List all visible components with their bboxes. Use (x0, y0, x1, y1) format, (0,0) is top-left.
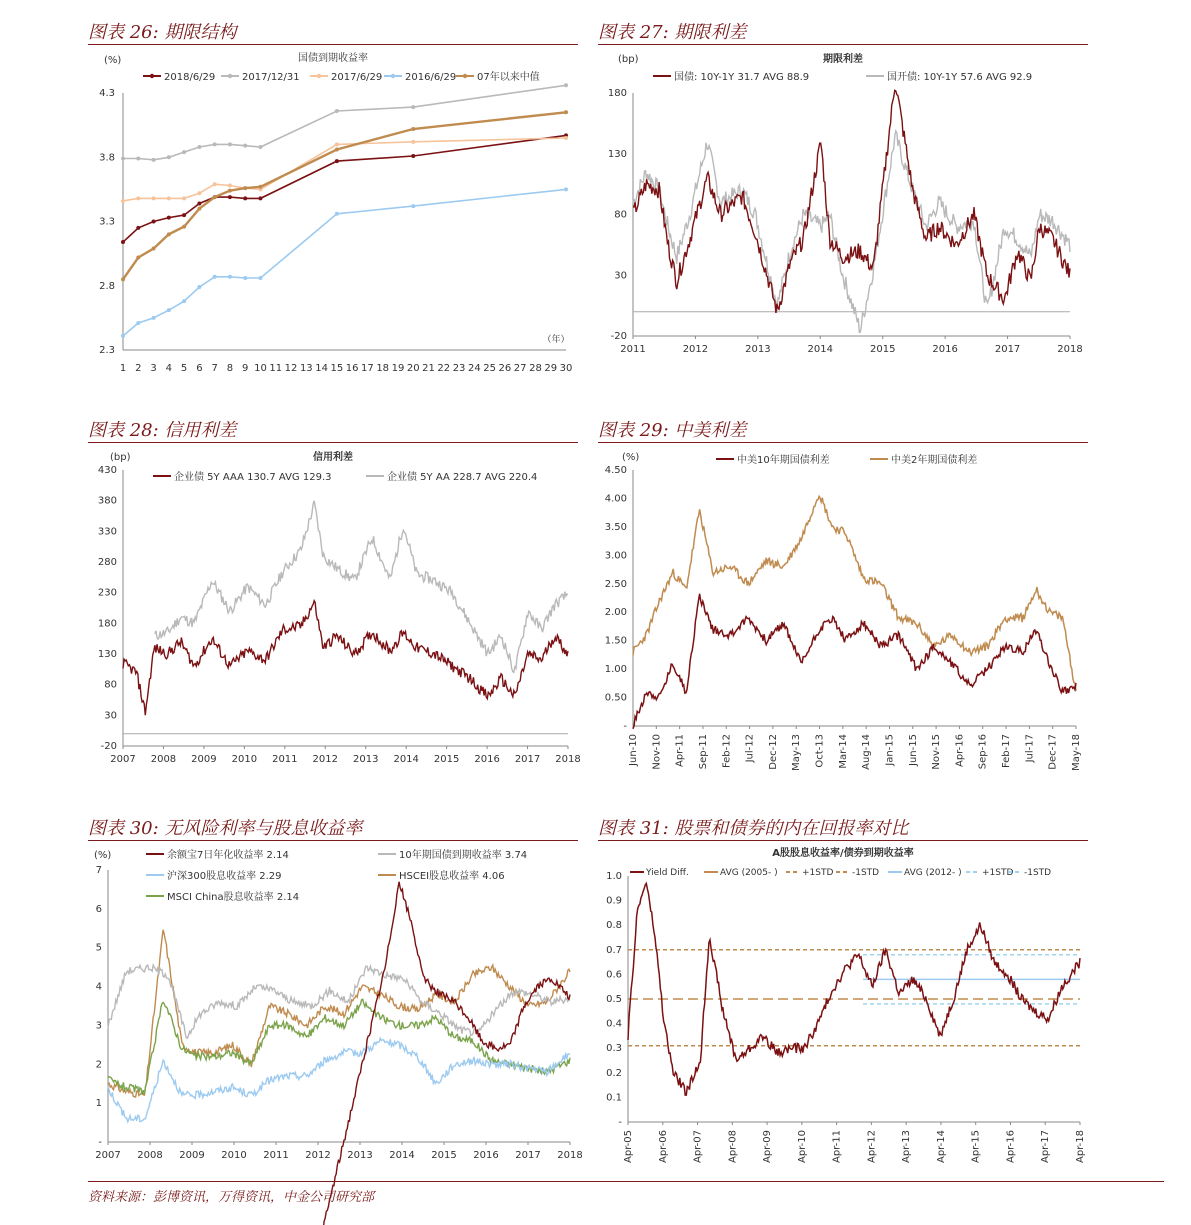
legend-label: AVG (2005- ) (720, 868, 778, 878)
x-tick-label: 2014 (393, 754, 419, 765)
legend-marker (317, 74, 321, 78)
x-tick-label: 2012 (682, 344, 709, 355)
data-point (152, 196, 156, 200)
chart-title: A股股息收益率/债券到期收益率 (772, 848, 914, 859)
x-tick-label: 2007 (95, 1150, 121, 1161)
x-tick-label: 2011 (272, 754, 298, 765)
y-tick-label: 4.3 (99, 88, 115, 99)
x-tick-label: Feb-17 (1001, 734, 1013, 769)
x-tick-label: Jun-15 (907, 734, 919, 766)
data-point (167, 196, 171, 200)
y-tick-label: 4 (95, 981, 102, 993)
x-tick-label: 24 (467, 363, 481, 374)
footer-rule (88, 1181, 1164, 1182)
y-tick-label: -20 (100, 741, 117, 752)
legend-label: 2017/12/31 (242, 72, 300, 83)
chart-riskfree-dividend (88, 844, 583, 1180)
y-tick-label: 2 (95, 1059, 102, 1071)
x-tick-label: 30 (559, 363, 573, 374)
legend-label: 国债: 10Y-1Y 31.7 AVG 88.9 (674, 72, 810, 83)
x-tick-label: 2013 (347, 1150, 373, 1161)
y-tick-label: -20 (610, 331, 627, 342)
data-point (228, 142, 232, 146)
data-point (411, 204, 415, 208)
y-tick-label: 0.3 (606, 1043, 622, 1055)
x-tick-label: 2016 (932, 344, 958, 355)
data-point (182, 225, 186, 229)
x-tick-label: Apr-17 (1040, 1130, 1052, 1163)
series-line (108, 930, 570, 1097)
x-tick-label: 2017 (514, 754, 541, 765)
data-point (136, 321, 140, 325)
y-tick-label: 2.00 (604, 607, 627, 619)
data-point (335, 159, 339, 163)
x-tick-label: Feb-12 (721, 734, 733, 769)
x-tick-label: 18 (376, 363, 390, 374)
series-line (633, 131, 1070, 333)
x-tick-label: 2007 (110, 754, 136, 765)
y-tick-label: 330 (97, 526, 117, 538)
series-line (628, 883, 1080, 1095)
data-point (335, 212, 339, 216)
x-tick-label: May-13 (791, 734, 803, 771)
y-tick-label: 0.1 (606, 1092, 622, 1104)
data-point (411, 154, 415, 158)
x-axis-unit: （年） (542, 335, 570, 345)
title-rule (88, 442, 578, 443)
data-point (121, 277, 125, 281)
x-tick-label: 2017 (515, 1150, 541, 1161)
data-point (152, 316, 156, 320)
legend-label: MSCI China股息收益率 2.14 (167, 892, 300, 903)
y-tick-label: 1 (95, 1098, 102, 1110)
legend-marker (228, 74, 232, 78)
y-axis-unit: (%) (622, 452, 640, 463)
data-point (167, 216, 171, 220)
x-tick-label: 6 (196, 363, 203, 374)
x-tick-label: 5 (180, 363, 188, 374)
y-axis-unit: (%) (94, 850, 112, 861)
y-tick-label: 0.8 (606, 920, 622, 932)
x-tick-label: Apr-13 (901, 1130, 913, 1163)
x-tick-label: Apr-18 (1075, 1130, 1086, 1163)
y-tick-label: 430 (97, 465, 117, 476)
x-tick-label: 2010 (231, 754, 258, 765)
x-tick-label: Apr-16 (1005, 1130, 1017, 1163)
title-rule (598, 442, 1088, 443)
data-point (121, 334, 125, 338)
x-tick-label: 2014 (807, 344, 834, 355)
legend-label: +1STD (982, 868, 1014, 878)
data-point (121, 157, 125, 161)
y-axis-unit: (%) (104, 55, 122, 66)
data-point (121, 240, 125, 244)
y-tick-label: 4.00 (604, 493, 627, 505)
title-rule (598, 840, 1088, 841)
series-line (123, 601, 568, 716)
y-tick-label: 180 (97, 618, 117, 630)
y-tick-label: - (618, 1117, 622, 1128)
x-tick-label: 12 (284, 363, 298, 374)
y-tick-label: - (98, 1137, 102, 1148)
y-tick-label: 4.50 (604, 465, 627, 476)
data-point (243, 276, 247, 280)
x-tick-label: 2013 (745, 344, 771, 355)
legend-label: 中美2年期国债利差 (891, 455, 978, 466)
x-tick-label: 2008 (137, 1150, 163, 1161)
y-tick-label: 3.00 (604, 550, 627, 562)
x-tick-label: 20 (406, 363, 420, 374)
panel-title: 图表 26: 期限结构 (88, 22, 237, 43)
title-rule (88, 840, 578, 841)
x-tick-label: 22 (437, 363, 451, 374)
data-point (152, 220, 156, 224)
legend-label: 2016/6/29 (405, 72, 457, 83)
x-tick-label: 19 (391, 363, 405, 374)
x-tick-label: Apr-15 (970, 1130, 982, 1163)
x-tick-label: Mar-14 (837, 734, 849, 769)
x-tick-label: Sep-16 (977, 734, 989, 770)
x-tick-label: 2017 (994, 344, 1021, 355)
data-point (258, 196, 262, 200)
data-point (136, 196, 140, 200)
y-tick-label: 3.3 (99, 216, 115, 228)
legend-label: 沪深300股息收益率 2.29 (167, 871, 282, 882)
data-point (411, 105, 415, 109)
chart-credit-spread (88, 446, 581, 796)
legend-label: 2017/6/29 (331, 72, 383, 83)
y-tick-label: 0.50 (604, 692, 627, 704)
data-point (136, 157, 140, 161)
series-line (108, 1038, 570, 1122)
x-tick-label: 2012 (305, 1150, 331, 1161)
data-point (182, 299, 186, 303)
data-point (335, 109, 339, 113)
data-point (121, 199, 125, 203)
legend-marker (391, 74, 395, 78)
panel-26 (88, 18, 578, 398)
x-tick-label: 17 (361, 363, 374, 374)
chart-term-structure (88, 48, 578, 398)
data-point (564, 83, 568, 87)
x-tick-label: Apr-11 (831, 1130, 843, 1163)
y-tick-label: 5 (95, 942, 102, 954)
y-tick-label: 2.8 (99, 280, 115, 292)
x-tick-label: 7 (211, 363, 218, 374)
legend-label: Yield Diff. (646, 868, 689, 878)
legend-label: 企业债 5Y AAA 130.7 AVG 129.3 (174, 472, 332, 483)
panel-title: 图表 29: 中美利差 (598, 420, 747, 441)
x-tick-label: Jul-17 (1024, 734, 1036, 763)
panel-title: 图表 31: 股票和债券的内在回报率对比 (598, 818, 909, 839)
data-point (197, 202, 201, 206)
x-tick-label: May-18 (1071, 734, 1082, 771)
y-tick-label: 30 (614, 270, 627, 282)
data-point (197, 207, 201, 211)
data-point (167, 232, 171, 236)
x-tick-label: 3 (150, 363, 157, 374)
x-tick-label: Apr-09 (762, 1130, 774, 1163)
data-point (258, 145, 262, 149)
x-tick-label: 2009 (179, 1150, 205, 1161)
x-tick-label: Apr-14 (935, 1130, 947, 1163)
series-line (123, 135, 566, 242)
y-tick-label: 230 (97, 587, 117, 599)
legend-label: -1STD (852, 868, 880, 878)
x-tick-label: 29 (544, 363, 558, 374)
data-point (243, 186, 247, 190)
x-tick-label: 26 (498, 363, 512, 374)
data-point (243, 144, 247, 148)
y-tick-label: 1.0 (606, 871, 622, 882)
x-tick-label: 15 (330, 363, 344, 374)
y-tick-label: 7 (95, 865, 102, 876)
data-point (182, 196, 186, 200)
x-tick-label: 2011 (620, 344, 646, 355)
y-tick-label: 1.50 (604, 635, 627, 647)
data-point (411, 127, 415, 131)
y-tick-label: 380 (97, 495, 117, 507)
data-point (167, 308, 171, 312)
series-line (633, 594, 1076, 729)
x-tick-label: 13 (299, 363, 313, 374)
panel-30 (88, 814, 583, 1174)
data-point (213, 195, 217, 199)
legend-marker (463, 74, 467, 78)
data-point (228, 189, 232, 193)
x-tick-label: Jun-10 (628, 734, 639, 766)
legend-label: 2018/6/29 (164, 72, 216, 83)
data-point (213, 142, 217, 146)
data-point (564, 110, 568, 114)
y-tick-label: 0.5 (606, 994, 622, 1005)
data-point (564, 136, 568, 140)
y-tick-label: 0.6 (606, 969, 622, 981)
x-tick-label: 28 (529, 363, 542, 374)
y-tick-label: 80 (104, 679, 117, 691)
y-tick-label: 0.7 (606, 944, 622, 956)
data-point (213, 182, 217, 186)
y-tick-label: - (623, 721, 627, 732)
x-tick-label: 2014 (389, 1150, 415, 1161)
legend-label: -1STD (1024, 868, 1052, 878)
x-tick-label: Dec-17 (1047, 734, 1059, 770)
source-footer: 资料来源：彭博资讯，万得资讯，中金公司研究部 (88, 1190, 375, 1205)
x-tick-label: 2 (135, 363, 142, 374)
data-point (136, 226, 140, 230)
x-tick-label: 14 (315, 363, 328, 374)
y-tick-label: 80 (614, 209, 627, 221)
title-rule (598, 44, 1088, 45)
data-point (335, 148, 339, 152)
legend-label: 中美10年期国债利差 (737, 455, 830, 466)
x-tick-label: 21 (422, 363, 435, 374)
data-point (152, 158, 156, 162)
x-tick-label: Nov-15 (931, 734, 943, 770)
x-tick-label: 1 (119, 363, 127, 374)
x-tick-label: Apr-12 (866, 1130, 878, 1163)
x-tick-label: 9 (242, 363, 249, 374)
y-tick-label: 3.50 (604, 521, 627, 533)
x-tick-label: Oct-13 (814, 734, 826, 768)
legend-label: +1STD (802, 868, 834, 878)
x-tick-label: 2013 (353, 754, 379, 765)
chart-stock-bond-return (598, 844, 1088, 1180)
x-tick-label: Apr-06 (657, 1130, 669, 1163)
data-point (197, 145, 201, 149)
panel-29 (598, 416, 1088, 796)
legend-label: 07年以来中值 (477, 72, 540, 83)
x-tick-label: Dec-12 (767, 734, 779, 770)
chart-cn-us-spread (598, 446, 1088, 796)
chart-title: 信用利差 (313, 452, 353, 463)
data-point (228, 184, 232, 188)
data-point (152, 246, 156, 250)
x-tick-label: 2016 (473, 1150, 499, 1161)
x-tick-label: Apr-08 (727, 1130, 739, 1163)
x-tick-label: 4 (165, 363, 173, 374)
y-tick-label: 2.50 (604, 578, 627, 590)
x-tick-label: 2018 (557, 1150, 583, 1161)
x-tick-label: 2008 (150, 754, 177, 765)
x-tick-label: 2009 (191, 754, 217, 765)
y-tick-label: 280 (97, 557, 117, 568)
y-tick-label: 6 (95, 903, 102, 915)
x-tick-label: 2016 (474, 754, 500, 765)
x-tick-label: 8 (226, 363, 234, 374)
panel-title: 图表 27: 期限利差 (598, 22, 747, 43)
legend-label: 余额宝7日年化收益率 2.14 (167, 850, 289, 861)
x-tick-label: Jan-15 (884, 734, 896, 766)
chart-term-spread (598, 48, 1088, 398)
legend-label: 企业债 5Y AA 228.7 AVG 220.4 (387, 472, 538, 483)
y-tick-label: 2.3 (99, 345, 115, 356)
data-point (197, 191, 201, 195)
x-tick-label: Aug-14 (861, 734, 873, 770)
x-tick-label: Apr-11 (674, 734, 686, 767)
x-tick-label: 2012 (312, 754, 338, 765)
data-point (228, 195, 232, 199)
data-point (258, 185, 262, 189)
y-tick-label: 0.4 (606, 1018, 622, 1030)
panel-27 (598, 18, 1088, 398)
x-tick-label: Nov-10 (651, 734, 663, 770)
x-tick-label: Apr-07 (692, 1130, 704, 1163)
x-tick-label: Jul-12 (744, 734, 756, 763)
series-line (633, 90, 1070, 313)
y-axis-unit: (bp) (110, 452, 131, 463)
x-tick-label: Sep-11 (697, 734, 709, 770)
x-tick-label: Apr-10 (796, 1130, 808, 1163)
legend-marker (150, 74, 154, 78)
x-tick-label: 25 (483, 363, 496, 374)
x-tick-label: Apr-05 (623, 1130, 634, 1163)
panel-31 (598, 814, 1088, 1174)
y-tick-label: 30 (104, 710, 117, 722)
data-point (136, 255, 140, 259)
x-tick-label: 23 (452, 363, 466, 374)
data-point (411, 140, 415, 144)
y-tick-label: 130 (607, 148, 627, 160)
title-rule (88, 44, 578, 45)
y-tick-label: 3.8 (99, 152, 115, 164)
data-point (258, 276, 262, 280)
chart-title: 期限利差 (823, 54, 863, 65)
panel-title: 图表 28: 信用利差 (88, 420, 237, 441)
legend-label: 国开债: 10Y-1Y 57.6 AVG 92.9 (887, 72, 1033, 83)
x-tick-label: 2015 (869, 344, 896, 355)
chart-title: 国债到期收益率 (298, 53, 368, 64)
data-point (335, 142, 339, 146)
x-tick-label: 2018 (1057, 344, 1083, 355)
y-tick-label: 3 (95, 1020, 102, 1032)
data-point (182, 213, 186, 217)
y-tick-label: 180 (607, 88, 627, 99)
x-tick-label: 2015 (433, 754, 460, 765)
x-tick-label: 2015 (431, 1150, 457, 1161)
data-point (197, 285, 201, 289)
legend-label: AVG (2012- ) (904, 868, 962, 878)
y-tick-label: 0.9 (606, 895, 622, 907)
data-point (243, 196, 247, 200)
y-tick-label: 0.2 (606, 1067, 622, 1079)
y-tick-label: 1.00 (604, 664, 627, 676)
x-tick-label: 2018 (555, 754, 581, 765)
data-point (213, 275, 217, 279)
x-tick-label: 2011 (263, 1150, 289, 1161)
y-tick-label: 130 (97, 649, 117, 660)
legend-label: HSCEI股息收益率 4.06 (399, 871, 505, 882)
data-point (182, 150, 186, 154)
x-tick-label: 10 (254, 363, 267, 374)
legend-label: 10年期国债到期收益率 3.74 (399, 850, 528, 861)
x-tick-label: 16 (345, 363, 359, 374)
data-point (564, 187, 568, 191)
data-point (167, 155, 171, 159)
x-tick-label: 2010 (221, 1150, 247, 1161)
x-tick-label: 11 (269, 363, 283, 374)
panel-28 (88, 416, 581, 796)
data-point (228, 275, 232, 279)
x-tick-label: 27 (513, 363, 527, 374)
y-axis-unit: (bp) (618, 54, 639, 65)
panel-title: 图表 30: 无风险利率与股息收益率 (88, 818, 363, 839)
x-tick-label: Apr-16 (954, 734, 966, 767)
